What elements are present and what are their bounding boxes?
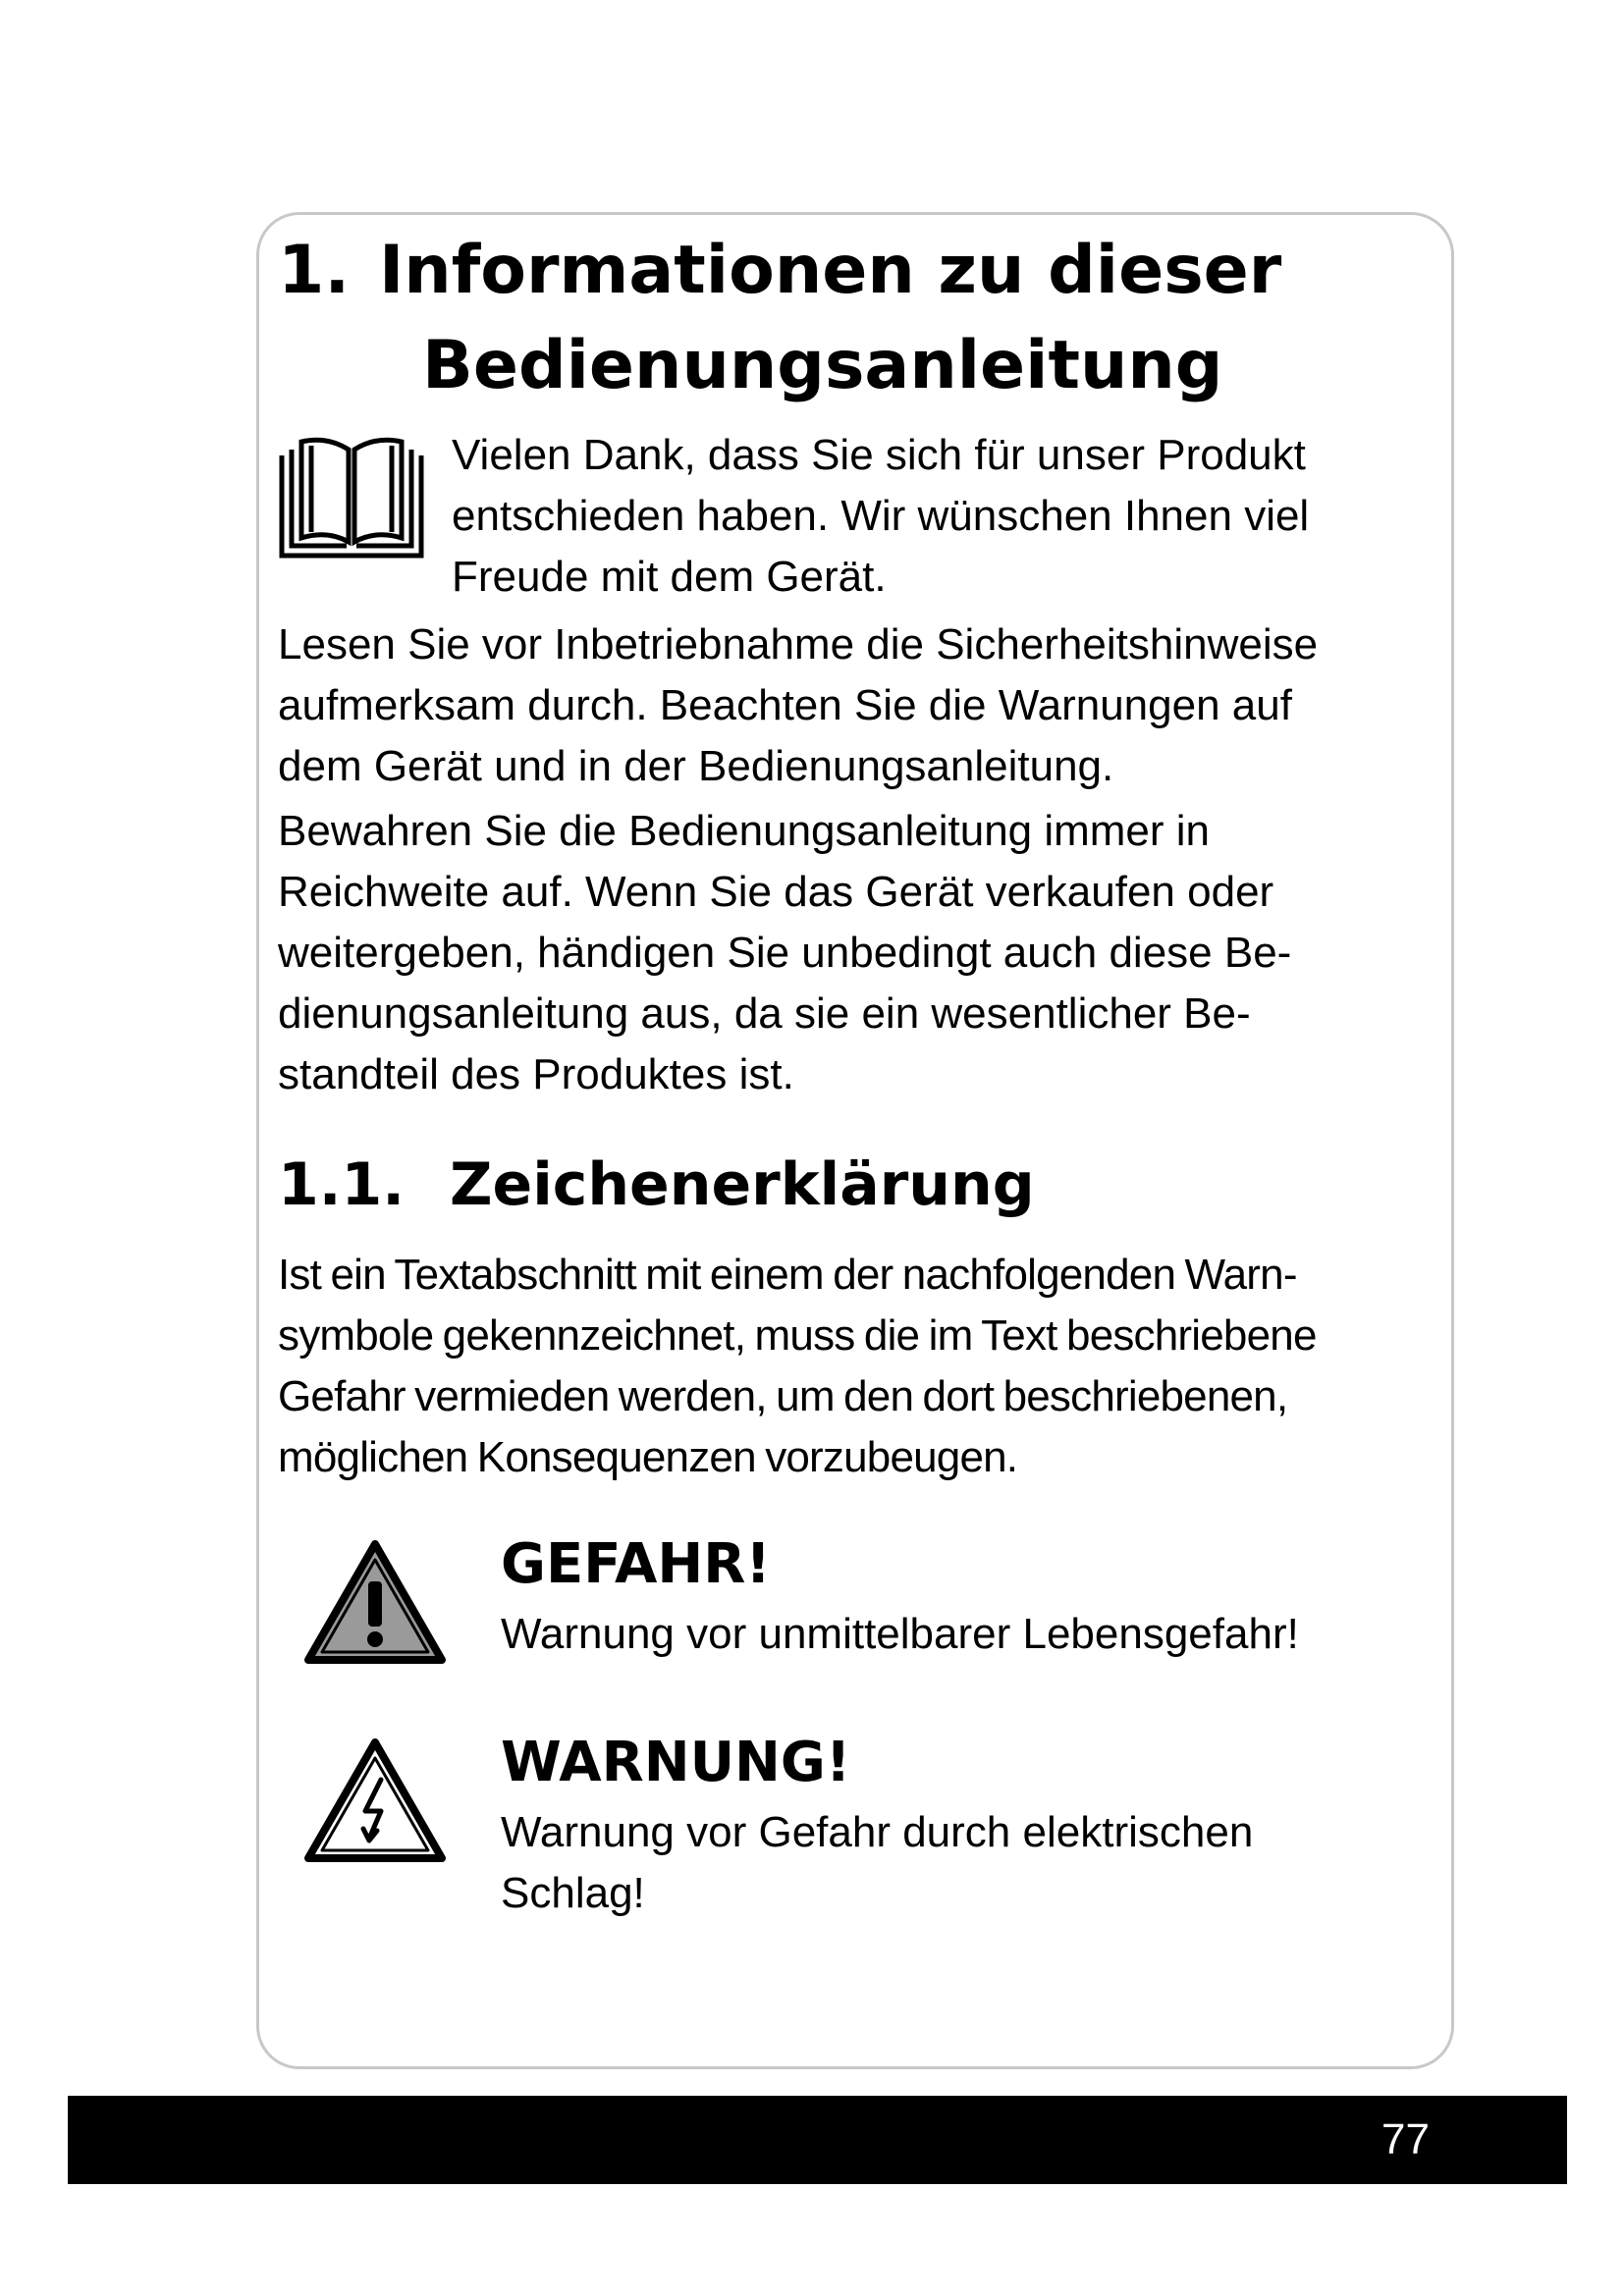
intro-text: Vielen Dank, dass Sie sich für unser Produkt entschieden haben. Wir wünschen Ihnen viel Freude mit dem Gerät. [452, 431, 1310, 601]
footer-bar [68, 2096, 1567, 2184]
subsection-title: Zeichenerklärung [450, 1150, 1035, 1219]
danger-triangle-icon [302, 1538, 448, 1668]
danger-title: GEFAHR! [501, 1532, 771, 1596]
section-number: 1. [278, 232, 351, 309]
paragraph-symbols: Ist ein Textabschnitt mit einem der nachfolgenden Warn- symbole gekennzeichnet, muss die im Text beschriebene Gefahr vermieden werden, um den dort beschriebenen, möglichen Konsequenzen vorzubeugen. [278, 1251, 1317, 1481]
page-number: 77 [1381, 2115, 1430, 2163]
paragraph-safety: Lesen Sie vor Inbetriebnahme die Sicherheitshinweise aufmerksam durch. Beachten Sie die Warnungen auf dem Gerät und in der Bedienungsanleitung. [278, 620, 1319, 790]
paragraph-keep-manual: Bewahren Sie die Bedienungsanleitung immer in Reichweite auf. Wenn Sie das Gerät verkaufen oder weitergeben, händigen Sie unbedingt auch diese Be- dienungsanleitung aus, da sie ein wesentlicher Be- standteil des Produktes ist. [278, 807, 1292, 1098]
warning-description: Warnung vor Gefahr durch elektrischen Schlag! [501, 1808, 1254, 1917]
section-title-line1: Informationen zu dieser [379, 232, 1282, 309]
danger-description: Warnung vor unmittelbarer Lebensgefahr! [501, 1610, 1299, 1658]
section-title-line2: Bedienungsanleitung [422, 327, 1223, 404]
electric-shock-icon [302, 1736, 448, 1866]
open-book-icon [278, 436, 425, 561]
warning-title: WARNUNG! [501, 1731, 851, 1794]
subsection-number: 1.1. [278, 1150, 406, 1219]
